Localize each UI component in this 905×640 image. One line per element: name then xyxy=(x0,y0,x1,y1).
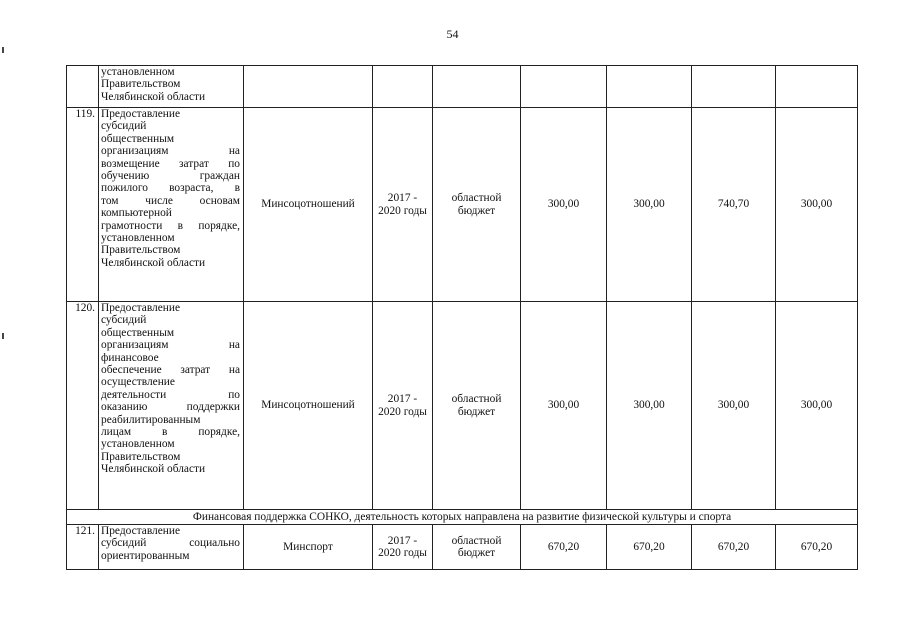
value-cell: 300,00 xyxy=(521,302,607,510)
name-line: грамотности в порядке, xyxy=(101,219,240,232)
name-line: Правительством xyxy=(101,78,181,91)
value-cell xyxy=(776,66,858,108)
value-cell: 670,20 xyxy=(607,525,692,570)
name-line: субсидий социально xyxy=(101,537,240,550)
value-cell: 300,00 xyxy=(607,108,692,302)
name-line: осуществление xyxy=(101,376,175,389)
page-number: 54 xyxy=(446,27,459,41)
executor-cell xyxy=(244,66,373,108)
name-line: Правительством xyxy=(101,244,181,257)
name-line: установленном xyxy=(101,232,175,245)
value-cell: 300,00 xyxy=(521,108,607,302)
name-line: ориентированным xyxy=(101,549,190,562)
name-line: субсидий xyxy=(101,314,147,327)
measure-name-cell xyxy=(99,302,244,510)
value-cell: 670,20 xyxy=(776,525,858,570)
value-cell: 300,00 xyxy=(607,302,692,510)
source-cell: областной бюджет xyxy=(433,302,521,510)
measure-name-cell xyxy=(99,525,244,570)
section-heading: Финансовая поддержка СОНКО, деятельность которых направлена на развитие физической культуры и спорта xyxy=(67,510,858,525)
row-number-cell: 121. xyxy=(67,525,99,570)
margin-mark xyxy=(2,333,4,339)
name-line: деятельности по xyxy=(101,388,240,401)
executor-cell: Минсоцотношений xyxy=(244,302,373,510)
value-cell xyxy=(521,66,607,108)
name-line: Челябинской области xyxy=(101,256,206,269)
source-cell: областной бюджет xyxy=(433,108,521,302)
value-cell: 300,00 xyxy=(776,108,858,302)
section-heading-row xyxy=(67,510,858,525)
name-line: общественным xyxy=(101,132,175,145)
row-number-cell: 120. xyxy=(67,302,99,510)
name-line: оказанию поддержки xyxy=(101,401,240,414)
name-line: общественным xyxy=(101,326,175,339)
table-row xyxy=(67,302,858,510)
name-line: Челябинской области xyxy=(101,463,206,476)
row-number-cell xyxy=(67,66,99,108)
margin-mark xyxy=(2,47,4,53)
name-line: том числе основам xyxy=(101,194,240,207)
name-line: реабилитированным xyxy=(101,413,201,426)
name-line: Правительством xyxy=(101,450,181,463)
name-line: пожилого возраста, в xyxy=(101,182,240,195)
value-cell: 740,70 xyxy=(692,108,776,302)
source-cell xyxy=(433,66,521,108)
name-line: субсидий xyxy=(101,120,147,133)
name-line: Предоставление xyxy=(101,108,181,120)
program-table xyxy=(66,65,858,570)
name-line: компьютерной xyxy=(101,207,172,220)
name-line: организациям на xyxy=(101,145,240,158)
table-row xyxy=(67,525,858,570)
name-line: Челябинской области xyxy=(101,90,206,103)
row-number-cell: 119. xyxy=(67,108,99,302)
source-cell: областной бюджет xyxy=(433,525,521,570)
value-cell: 670,20 xyxy=(692,525,776,570)
value-cell xyxy=(692,66,776,108)
measure-name-cell xyxy=(99,66,244,108)
name-line: организациям на xyxy=(101,339,240,352)
executor-cell: Минспорт xyxy=(244,525,373,570)
value-cell xyxy=(607,66,692,108)
name-line: финансовое xyxy=(101,351,159,364)
years-cell xyxy=(373,66,433,108)
table-row xyxy=(67,108,858,302)
years-cell: 2017 - 2020 годы xyxy=(373,525,433,570)
name-line: лицам в порядке, xyxy=(101,426,240,439)
table-row xyxy=(67,66,858,108)
name-line: установленном xyxy=(101,66,175,78)
name-line: обеспечение затрат на xyxy=(101,364,240,377)
value-cell: 300,00 xyxy=(776,302,858,510)
executor-cell: Минсоцотношений xyxy=(244,108,373,302)
years-cell: 2017 - 2020 годы xyxy=(373,108,433,302)
value-cell: 670,20 xyxy=(521,525,607,570)
measure-name-cell xyxy=(99,108,244,302)
name-line: установленном xyxy=(101,438,175,451)
name-line: Предоставление xyxy=(101,302,181,314)
name-line: обучению граждан xyxy=(101,170,240,183)
name-line: возмещение затрат по xyxy=(101,157,240,170)
name-line: Предоставление xyxy=(101,525,181,537)
value-cell: 300,00 xyxy=(692,302,776,510)
years-cell: 2017 - 2020 годы xyxy=(373,302,433,510)
